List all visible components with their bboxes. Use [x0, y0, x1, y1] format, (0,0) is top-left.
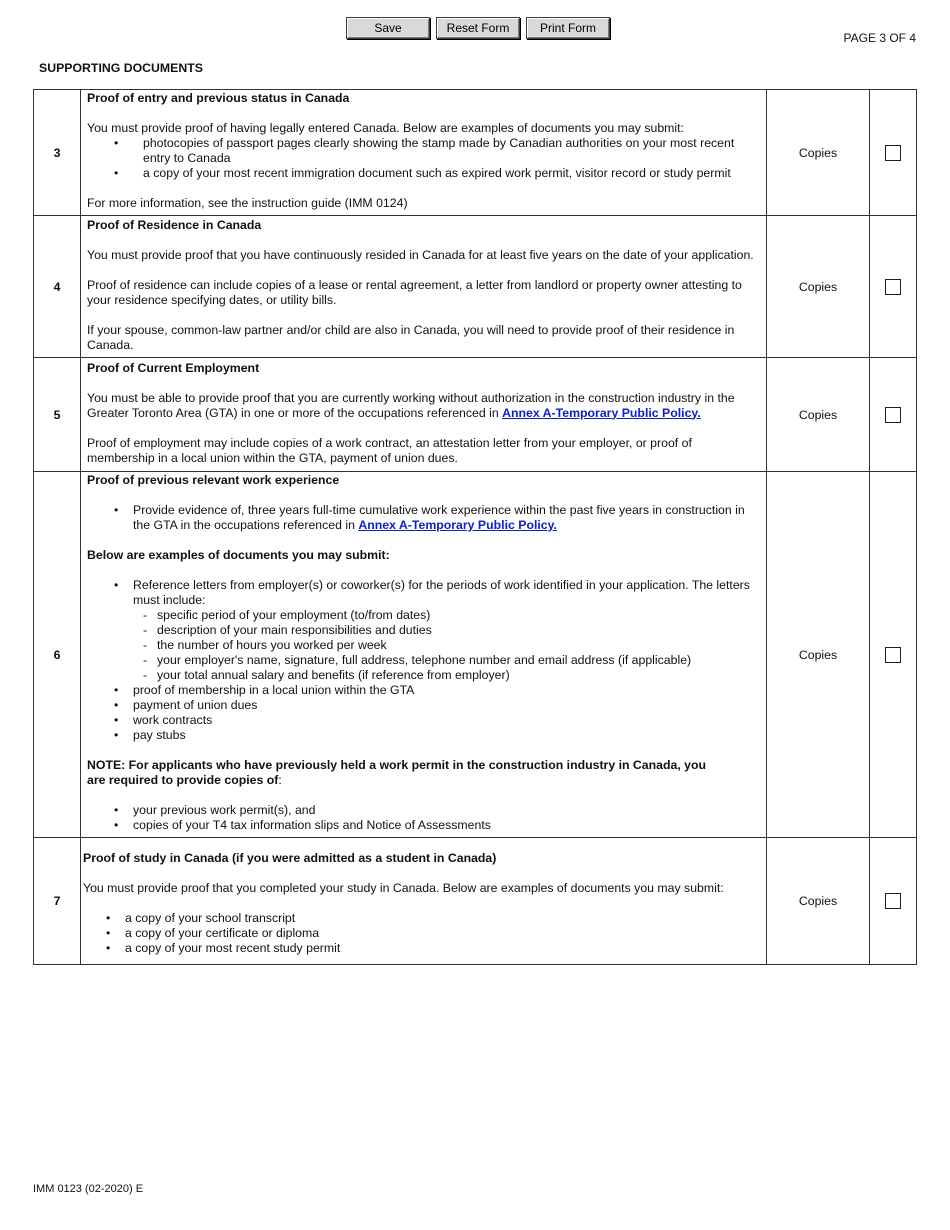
copies-label: Copies [767, 838, 870, 965]
copies-label: Copies [767, 472, 870, 838]
row-content [81, 472, 767, 838]
row-number: 6 [34, 472, 81, 838]
row-title: Proof of Current Employment [87, 360, 260, 375]
list-item: • payment of union dues [114, 698, 258, 712]
list-item: - specific period of your employment (to/from dates) [143, 608, 431, 622]
list-item: • a copy of your most recent immigration document such as expired work permit, visitor record or study permit [114, 166, 731, 180]
row-paragraph: You must be able to provide proof that you are currently working without authorization in the construction industry in the Greater Toronto Area (GTA) in one or more of the occupations referenced in Annex A-Temporary Public Policy. [87, 390, 735, 420]
list-item: - your employer's name, signature, full address, telephone number and email address (if applicable) [143, 653, 692, 667]
form-toolbar [346, 17, 610, 39]
list-item: • photocopies of passport pages clearly showing the stamp made by Canadian authorities on your most recent entry to Canada [114, 136, 735, 165]
row-title: Proof of Residence in Canada [87, 217, 262, 232]
table-row [34, 472, 917, 838]
list-item: • a copy of your certificate or diploma [106, 926, 320, 940]
row-number: 4 [34, 216, 81, 358]
bullet-list [87, 136, 760, 181]
copies-label: Copies [767, 216, 870, 358]
row-number: 5 [34, 358, 81, 472]
table-row [34, 216, 917, 358]
bullet-list [87, 578, 760, 608]
supporting-documents-table [33, 89, 917, 965]
annex-a-link[interactable]: Annex A-Temporary Public Policy. [502, 405, 701, 420]
list-item: • a copy of your most recent study permit [106, 941, 341, 955]
row-title: Proof of previous relevant work experience [87, 473, 340, 487]
row-paragraph: Proof of residence can include copies of a lease or rental agreement, a letter from landlord or property owner attesting to your residence specifying dates, or utility bills. [87, 277, 742, 307]
annex-a-link[interactable]: Annex A-Temporary Public Policy. [358, 518, 557, 532]
list-item: • proof of membership in a local union within the GTA [114, 683, 415, 697]
checkbox-row-7[interactable] [885, 893, 901, 909]
row-paragraph: Proof of employment may include copies of a work contract, an attestation letter from your employer, or proof of membership in a local union within the GTA, payment of union dues. [87, 435, 692, 465]
copies-label: Copies [767, 358, 870, 472]
list-item: - your total annual salary and benefits (if reference from employer) [143, 668, 510, 682]
list-item: • Provide evidence of, three years full-time cumulative work experience within the past five years in construction in the GTA in the occupations referenced in Annex A-Temporary Public Policy. [114, 503, 745, 532]
list-item: - description of your main responsibilities and duties [143, 623, 432, 637]
row-number: 3 [34, 90, 81, 216]
list-item: • a copy of your school transcript [106, 911, 296, 925]
sub-list [87, 608, 760, 683]
row-paragraph: If your spouse, common-law partner and/or child are also in Canada, you will need to provide proof of their residence in Canada. [87, 322, 735, 352]
save-button[interactable]: Save [346, 17, 430, 39]
reset-form-button[interactable]: Reset Form [436, 17, 520, 39]
row-intro: You must provide proof that you completed your study in Canada. Below are examples of documents you may submit: [83, 881, 724, 895]
row-content [81, 358, 767, 472]
table-row [34, 358, 917, 472]
row-content [81, 216, 767, 358]
row-outro: For more information, see the instruction guide (IMM 0124) [87, 196, 408, 210]
row-title: Proof of entry and previous status in Canada [87, 91, 350, 105]
row-paragraph: You must provide proof that you have continuously resided in Canada for at least five years on the date of your application. [87, 247, 754, 262]
section-title: SUPPORTING DOCUMENTS [39, 61, 203, 75]
checkbox-row-3[interactable] [885, 145, 901, 161]
list-item: • work contracts [114, 713, 213, 727]
row-content [81, 90, 767, 216]
row-intro: You must provide proof of having legally entered Canada. Below are examples of documents you may submit: [87, 121, 684, 135]
bullet-list [83, 911, 760, 956]
form-footer-code: IMM 0123 (02-2020) E [33, 1183, 144, 1195]
list-item: - the number of hours you worked per week [143, 638, 387, 652]
examples-heading: Below are examples of documents you may submit: [87, 548, 390, 562]
bullet-list [87, 683, 760, 743]
page-number: PAGE 3 OF 4 [843, 31, 916, 45]
print-form-button[interactable]: Print Form [526, 17, 610, 39]
checkbox-row-6[interactable] [885, 647, 901, 663]
table-row [34, 90, 917, 216]
row-title: Proof of study in Canada (if you were admitted as a student in Canada) [83, 851, 497, 865]
checkbox-row-5[interactable] [885, 407, 901, 423]
list-item: • your previous work permit(s), and [114, 803, 316, 817]
checkbox-row-4[interactable] [885, 279, 901, 295]
bullet-list [87, 803, 760, 833]
list-item: • Reference letters from employer(s) or coworker(s) for the periods of work identified in your application. The letters must include: [114, 578, 750, 607]
table-row [34, 838, 917, 965]
copies-label: Copies [767, 90, 870, 216]
bullet-list [87, 503, 760, 533]
row-number: 7 [34, 838, 81, 965]
list-item: • copies of your T4 tax information slips and Notice of Assessments [114, 818, 491, 832]
row-content [81, 838, 767, 965]
note-paragraph: NOTE: For applicants who have previously held a work permit in the construction industry in Canada, you are required to provide copies of: [87, 758, 707, 787]
list-item: • pay stubs [114, 728, 186, 742]
